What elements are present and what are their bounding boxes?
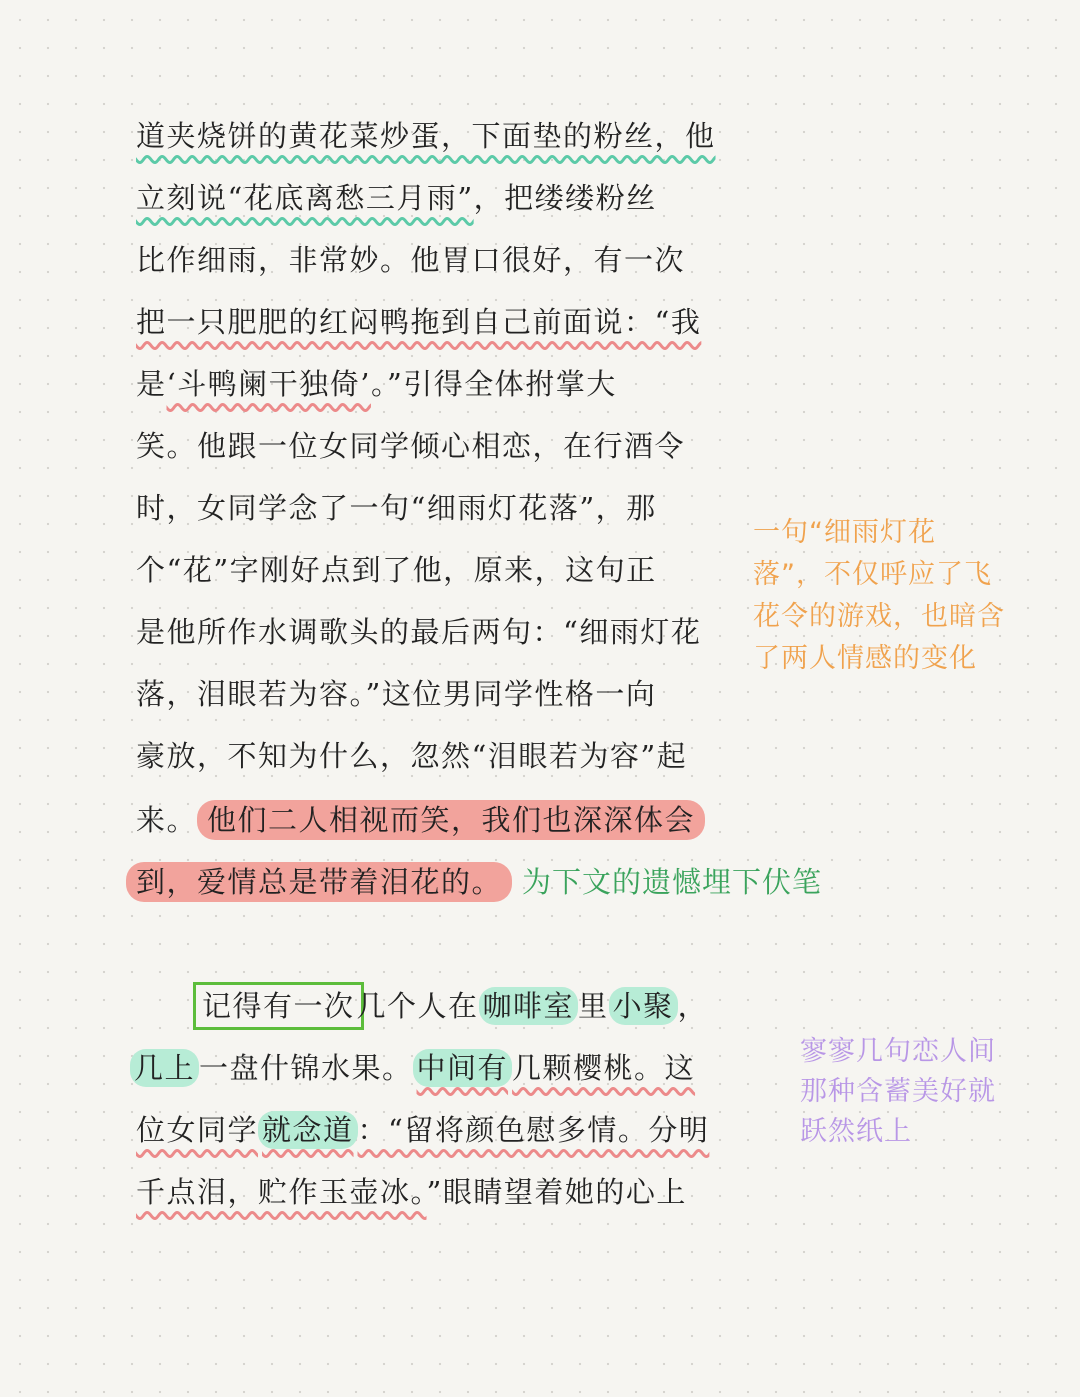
red-highlight: 到，爱情总是带着泪花的。 xyxy=(126,862,512,902)
red-wavy-underline: 把一只肥肥的红闷鸭拖到自己前面说：“我 xyxy=(136,305,702,339)
text-line xyxy=(200,986,708,1026)
text-line xyxy=(136,364,617,404)
green-highlight: 就念道 xyxy=(258,1111,358,1149)
green-annotation: 为下文的遗憾埋下伏笔 xyxy=(522,865,823,899)
green-highlight: 几上 xyxy=(130,1049,199,1087)
text-span: 笑。他跟一位女同学倾心相恋，在行酒令 xyxy=(136,429,686,463)
text-line xyxy=(136,488,657,528)
text-span: 豪放，不知为什么，忽然“泪眼若为容”起 xyxy=(136,739,688,773)
text-span: ，把缕缕粉丝 xyxy=(473,181,657,215)
text-line xyxy=(136,240,685,280)
text-line xyxy=(136,550,657,590)
text-line xyxy=(126,862,822,902)
note-line: 一句“细雨灯花 xyxy=(753,517,936,548)
text-span: 。”引得全体拊掌大 xyxy=(370,367,617,401)
note-line: 落”，不仅呼应了飞 xyxy=(753,559,992,590)
red-wavy-underline: 几颗樱桃。这 xyxy=(512,1051,696,1085)
text-span: 里 xyxy=(578,989,609,1023)
green-box-highlight: 记得有一次 xyxy=(202,989,355,1023)
green-highlight: 中间有 xyxy=(413,1049,513,1087)
text-span: 个“花”字刚好点到了他，原来，这句正 xyxy=(136,553,657,587)
note-line: 寥寥几句恋人间 xyxy=(800,1036,996,1067)
text-span: 来。 xyxy=(136,803,198,837)
orange-margin-note xyxy=(753,512,1005,680)
text-line xyxy=(136,612,701,652)
note-line: 花令的游戏，也暗含 xyxy=(753,601,1005,632)
red-wavy-underline: 位女同学 xyxy=(136,1113,259,1147)
text-line xyxy=(136,736,687,776)
green-highlight: 小聚 xyxy=(609,987,678,1025)
text-line xyxy=(136,1110,709,1150)
text-line xyxy=(136,674,656,714)
text-span: 一盘什锦水果。 xyxy=(199,1051,413,1085)
green-highlight: 咖啡室 xyxy=(479,987,579,1025)
text-span: 是他所作水调歌头的最后两句：“细雨灯花 xyxy=(136,615,702,649)
green-wavy-underline: 立刻说“花底离愁三月雨” xyxy=(136,181,474,215)
text-span: ， xyxy=(677,989,709,1023)
text-span: ”眼睛望着她的心上 xyxy=(426,1175,687,1209)
text-span: 落，泪眼若为容。”这位男同学性格一向 xyxy=(136,677,657,711)
red-highlight: 他们二人相视而笑，我们也深深体会 xyxy=(197,800,705,840)
red-wavy-underline: ：“留将颜色慰多情。分明 xyxy=(357,1113,710,1147)
text-line xyxy=(136,178,657,218)
note-line: 那种含蓄美好就 xyxy=(800,1076,996,1107)
red-wavy-underline: ‘斗鸭阑干独倚’ xyxy=(166,367,371,401)
red-wavy-underline: 千点泪，贮作玉壶冰。 xyxy=(136,1175,427,1209)
green-wavy-underline: 道夹烧饼的黄花菜炒蛋，下面垫的粉丝，他 xyxy=(136,119,716,153)
note-line: 了两人情感的变化 xyxy=(753,643,977,674)
text-span: 时，女同学念了一句“细雨灯花落”，那 xyxy=(136,491,657,525)
purple-margin-note xyxy=(800,1032,996,1152)
text-line xyxy=(130,1048,695,1088)
text-span: 是 xyxy=(136,367,167,401)
text-line xyxy=(136,1172,687,1212)
text-span: 比作细雨，非常妙。他胃口很好，有一次 xyxy=(136,243,686,277)
text-line xyxy=(136,302,701,342)
text-line xyxy=(136,116,716,156)
note-line: 跃然纸上 xyxy=(800,1116,912,1147)
text-line xyxy=(136,426,685,466)
text-line xyxy=(136,800,705,840)
text-span: 几个人在 xyxy=(356,989,479,1023)
